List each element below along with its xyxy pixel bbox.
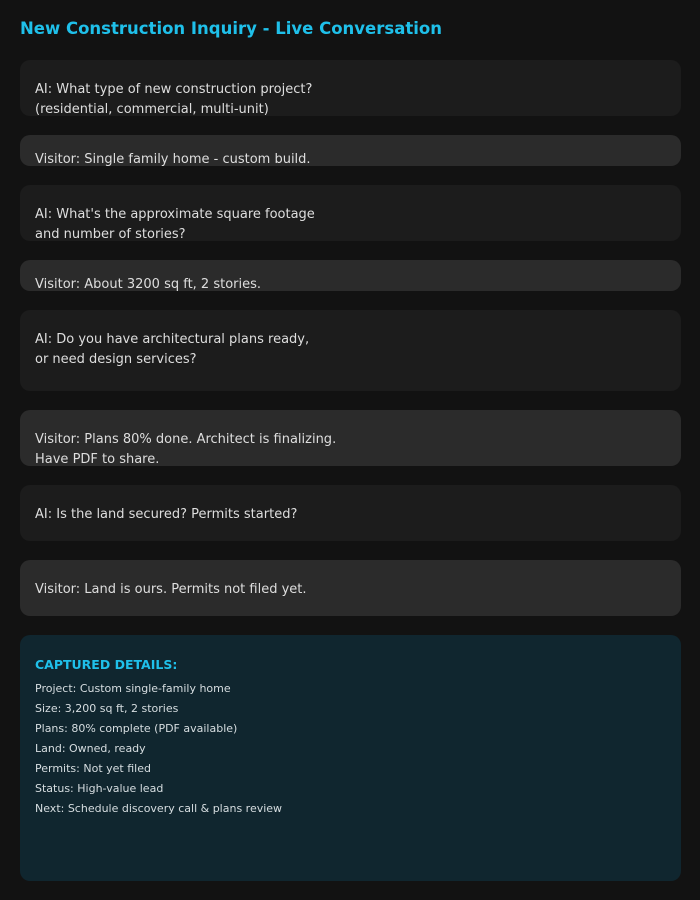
- visitor-message: [20, 410, 681, 466]
- message-line: AI: Is the land secured? Permits started?: [35, 507, 298, 522]
- ai-message: [20, 185, 681, 241]
- message-line: Have PDF to share.: [35, 452, 160, 467]
- ai-message: [20, 60, 681, 116]
- message-line: Visitor: About 3200 sq ft, 2 stories.: [35, 277, 262, 292]
- message-line: Visitor: Plans 80% done. Architect is finalizing.: [35, 432, 337, 447]
- detail-plans: Plans: 80% complete (PDF available): [35, 722, 238, 735]
- detail-project: Project: Custom single-family home: [35, 682, 231, 695]
- detail-land: Land: Owned, ready: [35, 742, 146, 755]
- message-line: (residential, commercial, multi-unit): [35, 102, 269, 117]
- message-line: AI: Do you have architectural plans ready,: [35, 332, 310, 347]
- detail-next-step: Next: Schedule discovery call & plans review: [35, 802, 283, 815]
- message-line: Visitor: Single family home - custom build.: [35, 152, 311, 167]
- visitor-message: [20, 560, 681, 616]
- detail-size: Size: 3,200 sq ft, 2 stories: [35, 702, 179, 715]
- ai-message: [20, 485, 681, 541]
- message-line: and number of stories?: [35, 227, 186, 242]
- visitor-message: [20, 135, 681, 166]
- message-line: or need design services?: [35, 352, 197, 367]
- visitor-message: [20, 260, 681, 291]
- ai-message: [20, 310, 681, 391]
- message-line: Visitor: Land is ours. Permits not filed yet.: [35, 582, 307, 597]
- message-line: AI: What's the approximate square footage: [35, 207, 315, 222]
- detail-permits: Permits: Not yet filed: [35, 762, 151, 775]
- captured-details-heading: CAPTURED DETAILS:: [35, 657, 178, 672]
- page-title: New Construction Inquiry - Live Conversation: [20, 19, 442, 38]
- message-line: AI: What type of new construction project?: [35, 82, 313, 97]
- captured-details-panel: [20, 635, 681, 881]
- detail-status: Status: High-value lead: [35, 782, 164, 795]
